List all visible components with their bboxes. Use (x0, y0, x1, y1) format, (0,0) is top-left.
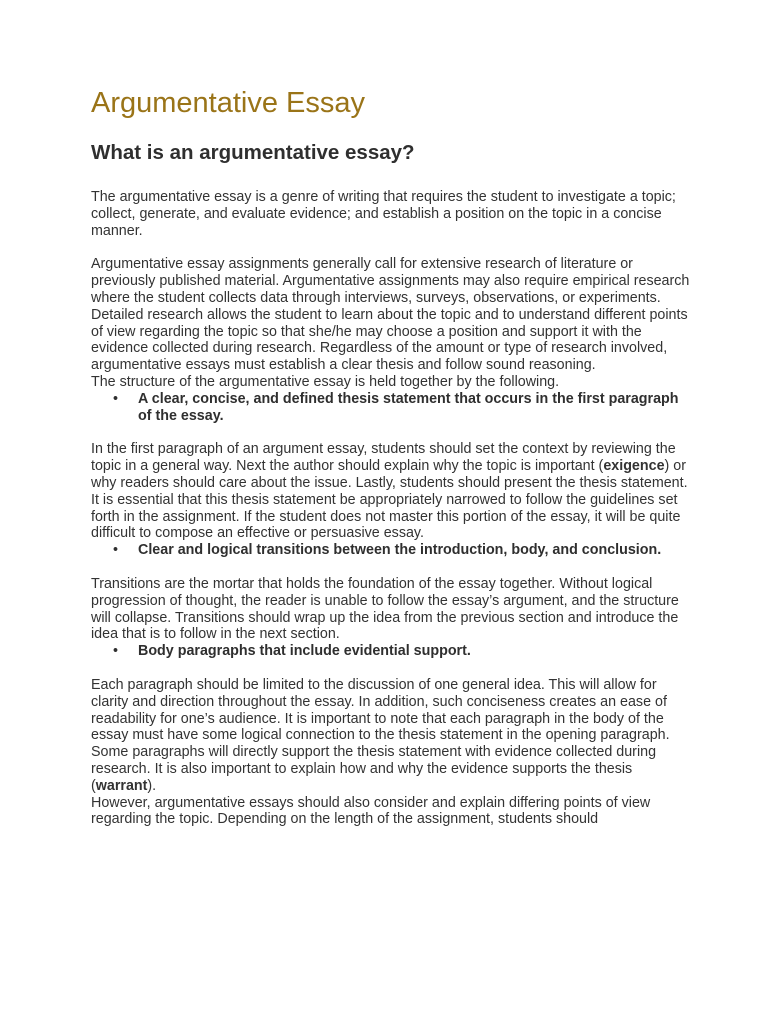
bullet-icon: • (113, 390, 119, 407)
bullet-list-body (91, 643, 691, 660)
bullet-icon: • (113, 542, 119, 559)
section-heading: What is an argumentative essay? (91, 141, 415, 164)
bullet-text: A clear, concise, and defined thesis statement that occurs in the first paragraph of the essay. (138, 390, 679, 424)
keyword-warrant: warrant (95, 777, 148, 794)
bullet-item-body (91, 643, 691, 660)
paragraph-text: ) or why readers should care about the issue. Lastly, students should present the thesis statement. It is essential that this thesis statement be appropriately narrowed to follow the guidelines set forth in the assignment. If the student does not master this portion of the essay, it will be quite difficult to compose an effective or persuasive essay. (91, 458, 688, 542)
keyword-exigence: exigence (603, 458, 665, 475)
paragraph-text: In the first paragraph of an argument essay, students should set the context by reviewing the topic in a general way. Next the author should explain why the topic is important ( (91, 441, 676, 475)
paragraph-text: ). (147, 777, 157, 794)
paragraph-structure: The structure of the argumentative essay is held together by the following. (91, 373, 560, 390)
paragraph-text: Each paragraph should be limited to the discussion of one general idea. This will allow for clarity and direction throughout the essay. In addition, such conciseness creates an ease of readability for one’s audience. It is important to note that each paragraph in the body of the essay must have some logical connection to the thesis statement in the opening paragraph. Some paragraphs will directly support the thesis statement with evidence collected during research. It is also important to explain how and why the evidence supports the thesis ( (91, 676, 670, 794)
paragraph-research: Argumentative essay assignments generally call for extensive research of literature or previously published material. Argumentative assignments may also require empirical research where the student collects data through interviews, surveys, observations, or experiments. Detailed research allows the student to learn about the topic and to understand different points of view regarding the topic so that she/he may choose a position and support it with the evidence collected during research. Regardless of the amount or type of research involved, argumentative essays must establish a clear thesis and follow sound reasoning. (91, 256, 690, 374)
document-title: Argumentative Essay (91, 87, 366, 119)
bullet-icon: • (113, 643, 119, 660)
paragraph-counterpoints: However, argumentative essays should also consider and explain differing points of view regarding the topic. Depending on the length of the assignment, students should (91, 794, 651, 828)
bullet-text: Clear and logical transitions between the introduction, body, and conclusion. (138, 542, 662, 559)
paragraph-first-paragraph (91, 441, 691, 542)
paragraph-transitions: Transitions are the mortar that holds the foundation of the essay together. Without logical progression of thought, the reader is unable to follow the essay’s argument, and the structure will collapse. Transitions should wrap up the idea from the previous section and introduce the idea that is to follow in the next section. (91, 575, 679, 643)
bullet-item-transitions (91, 542, 691, 559)
paragraph-body (91, 677, 691, 795)
bullet-list-transitions (91, 542, 691, 559)
bullet-item-thesis (91, 391, 691, 425)
bullet-list-thesis (91, 391, 691, 425)
paragraph-intro: The argumentative essay is a genre of writing that requires the student to investigate a topic; collect, generate, and evaluate evidence; and establish a position on the topic in a concise manner. (91, 189, 676, 239)
bullet-text: Body paragraphs that include evidential support. (138, 643, 471, 660)
document-content (91, 84, 691, 828)
